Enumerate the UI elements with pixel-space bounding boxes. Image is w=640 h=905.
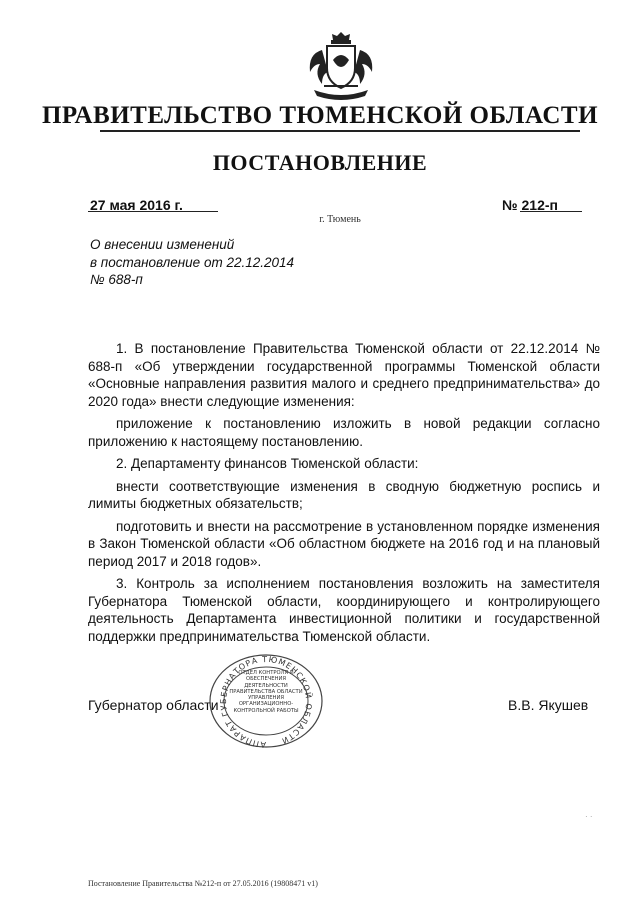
document-number: № 212-п xyxy=(502,197,558,213)
body-paragraph: подготовить и внести на рассмотрение в установленном порядке изменения в Закон Тюменской области «Об областном бюджете на 2016 год и на плановый период 2017 и 2018 годов». xyxy=(88,518,600,569)
subject-line: № 688-п xyxy=(90,272,143,287)
document-date: 27 мая 2016 г. xyxy=(90,197,183,213)
signature-role: Губернатор области xyxy=(88,697,219,713)
government-title: ПРАВИТЕЛЬСТВО ТЮМЕНСКОЙ ОБЛАСТИ xyxy=(41,102,599,129)
number-underline xyxy=(520,211,582,212)
scan-mark: · · xyxy=(585,812,593,821)
document-subject xyxy=(90,236,294,289)
body-paragraph: 2. Департаменту финансов Тюменской области: xyxy=(116,456,419,471)
document-type: ПОСТАНОВЛЕНИЕ xyxy=(212,150,428,175)
signature-name: В.В. Якушев xyxy=(508,697,589,713)
date-underline xyxy=(88,211,218,212)
document-footer: Постановление Правительства №212-п от 27.05.2016 (19808471 v1) xyxy=(88,879,318,888)
document-city: г. Тюмень xyxy=(319,214,361,225)
body-paragraph: приложение к постановлению изложить в новой редакции согласно приложению к настоящему постановлению. xyxy=(88,416,600,449)
document-body xyxy=(88,340,600,650)
header-divider xyxy=(100,130,580,132)
body-paragraph: 3. Контроль за исполнением постановления возложить на заместителя Губернатора Тюменской области, координирующего и контролирующего деятельность Департамента инвестиционной политики и государственной поддержки предпринимательства Тюменской области. xyxy=(88,576,600,644)
subject-line: в постановление от 22.12.2014 xyxy=(90,254,295,270)
stamp-ring-text: АППАРАТ ГУБЕРНАТОРА ТЮМЕНСКОЙ ОБЛАСТИ xyxy=(218,654,314,750)
stamp-inner-text: ОТДЕЛ КОНТРОЛЯ И ОБЕСПЕЧЕНИЯ ДЕЯТЕЛЬНОСТИ ПРАВИТЕЛЬСТВА ОБЛАСТИ УПРАВЛЕНИЯ ОРГАНИЗАЦИОННО-КОНТРОЛЬНОЙ РАБОТЫ xyxy=(229,670,303,714)
official-stamp xyxy=(205,652,327,750)
body-paragraph: 1. В постановление Правительства Тюменской области от 22.12.2014 № 688-п «Об утверждении государственной программы Тюменской области «Основные направления развития малого и среднего предпринимательства» до 2020 года» внести следующие изменения: xyxy=(88,341,600,409)
body-paragraph: внести соответствующие изменения в сводную бюджетную роспись и лимиты бюджетных обязательств; xyxy=(88,478,600,511)
coat-of-arms-icon xyxy=(300,30,382,102)
subject-line: О внесении изменений xyxy=(90,237,235,252)
